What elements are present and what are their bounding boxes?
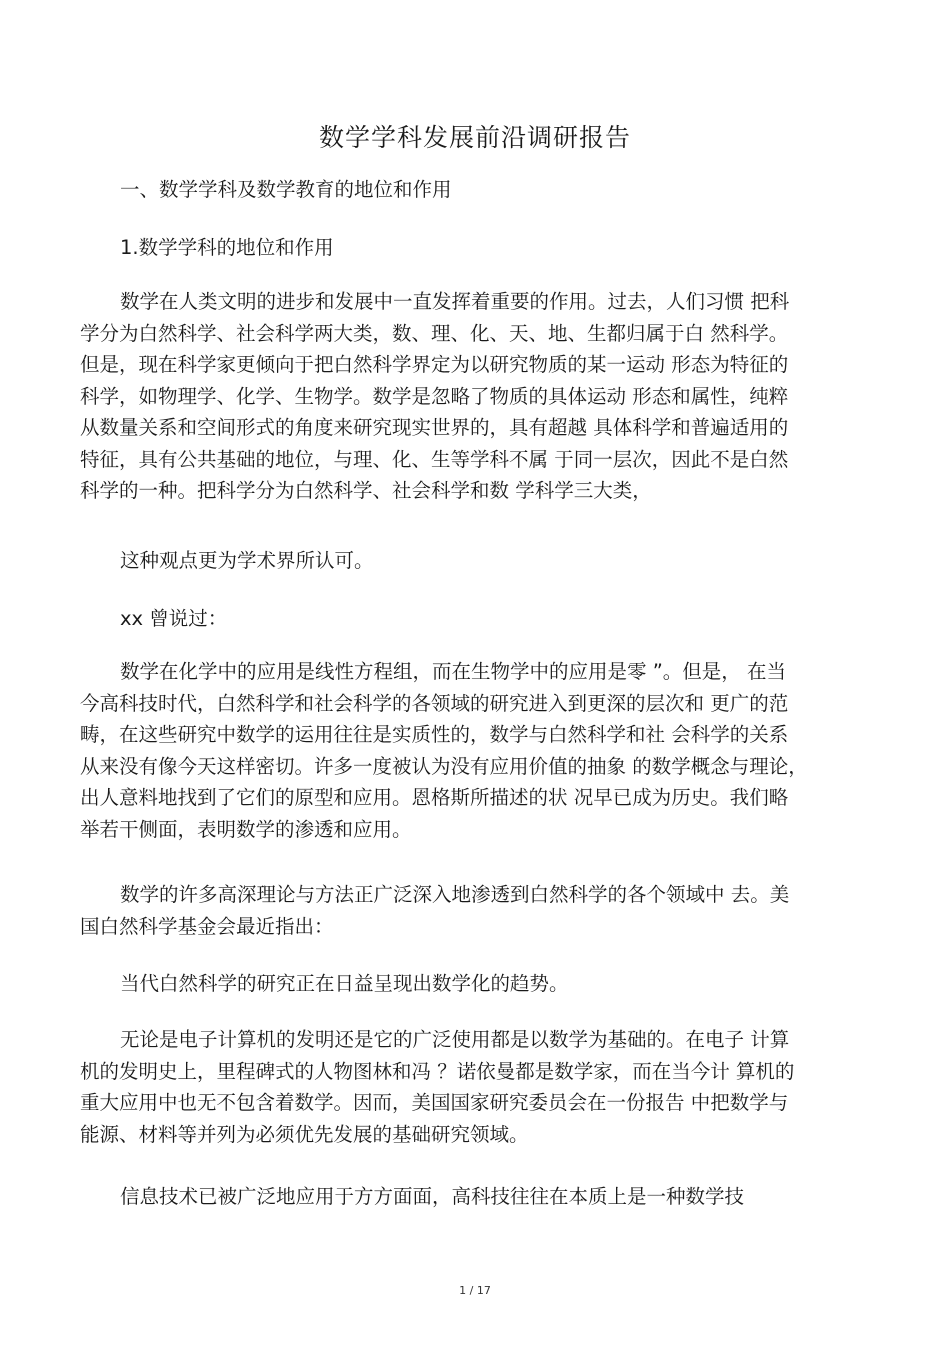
- paragraph-line: 这种观点更为学术界所认可。: [120, 549, 374, 572]
- paragraph-line: 能源、材料等并列为必须优先发展的基础研究领域。: [80, 1122, 529, 1146]
- paragraph-line: 举若干侧面，表明数学的渗透和应用。: [80, 817, 412, 841]
- paragraph-line: 无论是电子计算机的发明还是它的广泛使用都是以数学为基础的。在电子 计算: [120, 1028, 790, 1051]
- paragraph-5: [80, 879, 860, 942]
- paragraph-line: 当代白然科学的研究正在日益呈现出数学化的趋势。: [120, 972, 569, 995]
- paragraph-line: 数学在化学中的应用是线性方程组，而在生物学中的应用是零 ”。但是， 在当: [120, 660, 786, 683]
- paragraph-line: 今高科技时代，白然科学和社会科学的各领域的研究进入到更深的层次和 更广的范: [80, 691, 789, 715]
- page-number: 1 / 17: [459, 1284, 491, 1297]
- paragraph-line: 出人意料地找到了它们的原型和应用。恩格斯所描述的状 况早已成为历史。我们略: [80, 786, 789, 809]
- paragraph-line: 但是，现在科学家更倾向于把白然科学界定为以研究物质的某一运动 形态为特征的: [80, 353, 789, 376]
- subsection-heading: 1.数学学科的地位和作用: [120, 236, 334, 259]
- paragraph-6: [80, 968, 860, 1000]
- paragraph-4: [80, 656, 860, 845]
- paragraph-line: 数学在人类文明的进步和发展中一直发挥着重要的作用。过去，人们习惯 把科: [120, 290, 790, 313]
- paragraph-7: [80, 1024, 860, 1150]
- paragraph-line: 国白然科学基金会最近指出：: [80, 914, 334, 938]
- paragraph-line: xx 曾说过：: [120, 607, 228, 630]
- paragraph-line: 畴，在这些研究中数学的运用往往是实质性的，数学与白然科学和社 会科学的关系: [80, 723, 789, 746]
- paragraph-line: 机的发明史上，里程碑式的人物图林和冯 ？诺依曼都是数学家，而在当今计 算机的: [80, 1059, 795, 1083]
- document-title: 数学学科发展前沿调研报告: [318, 123, 631, 152]
- paragraph-line: 科学的一种。把科学分为白然科学、社会科学和数 学科学三大类，: [80, 479, 652, 502]
- paragraph-3: [80, 603, 860, 635]
- paragraph-line: 从来没有像今天这样密切。许多一度被认为没有应用价值的抽象 的数学概念与理论，: [80, 754, 808, 778]
- paragraph-line: 信息技术已被广泛地应用于方方面面，高科技往往在本质上是一种数学技: [120, 1185, 745, 1208]
- paragraph-1: [80, 286, 860, 507]
- paragraph-line: 重大应用中也无不包含着数学。因而，美国国家研究委员会在一份报告 中把数学与: [80, 1091, 789, 1114]
- paragraph-line: 从数量关系和空间形式的角度来研究现实世界的，具有超越 具体科学和普遍适用的: [80, 416, 789, 439]
- paragraph-line: 科学，如物理学、化学、生物学。数学是忽略了物质的具体运动 形态和属性，纯粹: [80, 384, 789, 408]
- paragraph-8: [80, 1181, 860, 1213]
- paragraph-line: 学分为白然科学、社会科学两大类，数、理、化、天、地、生都归属于白 然科学。: [80, 321, 789, 345]
- paragraph-line: 特征，具有公共基础的地位，与理、化、生等学科不属 于同一层次，因此不是白然: [80, 447, 789, 471]
- paragraph-2: [80, 545, 860, 577]
- paragraph-line: 数学的许多高深理论与方法正广泛深入地渗透到白然科学的各个领域中 去。美: [120, 883, 790, 906]
- section-heading: 一、数学学科及数学教育的地位和作用: [120, 178, 452, 201]
